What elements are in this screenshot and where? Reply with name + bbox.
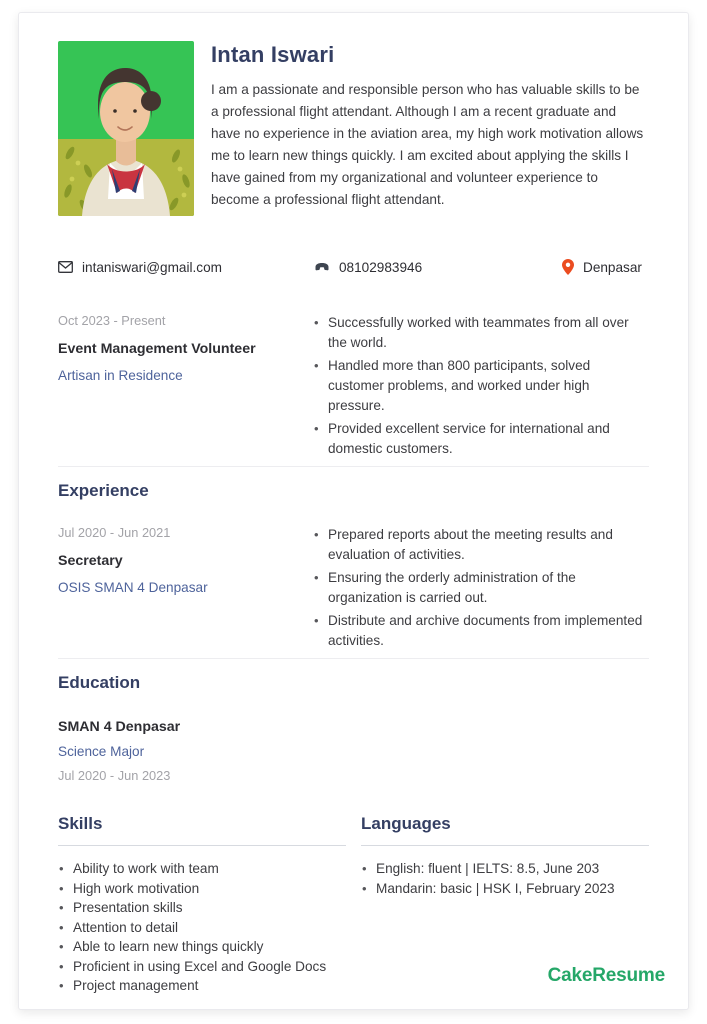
languages-list: [361, 859, 649, 898]
education-period: Jul 2020 - Jun 2023: [58, 768, 171, 783]
education-school: SMAN 4 Denpasar: [58, 719, 181, 735]
section-heading-skills: Skills: [58, 814, 346, 846]
skills-list: [58, 859, 346, 996]
cakeresume-logo[interactable]: CakeResume: [547, 965, 665, 986]
volunteer-entry: [58, 313, 649, 462]
list-item: • English: fluent | IELTS: 8.5, June 203: [361, 859, 649, 879]
resume-page: [18, 12, 689, 1010]
list-item: • Ensuring the orderly administration of the organization is carried out.: [313, 568, 649, 608]
volunteer-title: Event Management Volunteer: [58, 341, 256, 357]
volunteer-organization-link[interactable]: Artisan in Residence: [58, 368, 183, 383]
list-item: • Attention to detail: [58, 918, 346, 938]
list-item: • Provided excellent service for international and domestic customers.: [313, 419, 649, 459]
section-divider: [58, 658, 649, 659]
list-item: • Ability to work with team: [58, 859, 346, 879]
experience-title: Secretary: [58, 553, 123, 569]
list-item: • Project management: [58, 976, 346, 996]
education-major: Science Major: [58, 744, 145, 759]
email-text: intaniswari@gmail.com: [82, 259, 222, 275]
list-item: • Successfully worked with teammates from all over the world.: [313, 313, 649, 353]
experience-entry: [58, 525, 649, 654]
header-intro: [211, 41, 649, 216]
email-icon: [58, 261, 73, 273]
phone-text: 08102983946: [339, 259, 423, 275]
experience-organization-link[interactable]: OSIS SMAN 4 Denpasar: [58, 580, 208, 595]
profile-photo: [58, 41, 194, 216]
volunteer-entry-meta: [58, 313, 313, 462]
contact-row: [58, 259, 649, 275]
experience-entry-meta: [58, 525, 313, 654]
list-item: • High work motivation: [58, 879, 346, 899]
volunteer-period: Oct 2023 - Present: [58, 313, 166, 328]
volunteer-bullet-list: [313, 313, 649, 462]
profile-photo-image: [58, 41, 194, 216]
phone-icon: [314, 261, 330, 273]
skills-section: [58, 814, 346, 996]
summary-text: I am a passionate and responsible person who has valuable skills to be a professional flight attendant. Although I am a recent graduate and have no experience in the aviation area, my high work motivation allows me to learn new things quickly. I am excited about applying the skills I have gained from my organizational and volunteer experience to become a professional flight attendant.: [211, 82, 644, 207]
page-title: Intan Iswari: [211, 42, 335, 67]
location-text: Denpasar: [583, 259, 642, 275]
list-item: • Able to learn new things quickly: [58, 937, 346, 957]
education-entry: [58, 719, 649, 783]
location-pin-icon: [562, 259, 574, 275]
resume-header: [58, 41, 649, 216]
section-heading-experience: Experience: [58, 481, 149, 500]
contact-phone: [314, 260, 562, 275]
list-item: • Distribute and archive documents from implemented activities.: [313, 611, 649, 651]
list-item: • Prepared reports about the meeting results and evaluation of activities.: [313, 525, 649, 565]
list-item: • Handled more than 800 participants, solved customer problems, and worked under high pressure.: [313, 356, 649, 416]
section-heading-education: Education: [58, 673, 141, 692]
contact-email: [58, 260, 314, 275]
experience-period: Jul 2020 - Jun 2021: [58, 525, 171, 540]
contact-location: [562, 259, 649, 275]
section-divider: [58, 466, 649, 467]
section-heading-languages: Languages: [361, 814, 649, 846]
list-item: • Presentation skills: [58, 898, 346, 918]
experience-bullet-list: [313, 525, 649, 654]
list-item: • Mandarin: basic | HSK I, February 2023: [361, 879, 649, 899]
list-item: • Proficient in using Excel and Google Docs: [58, 957, 346, 977]
